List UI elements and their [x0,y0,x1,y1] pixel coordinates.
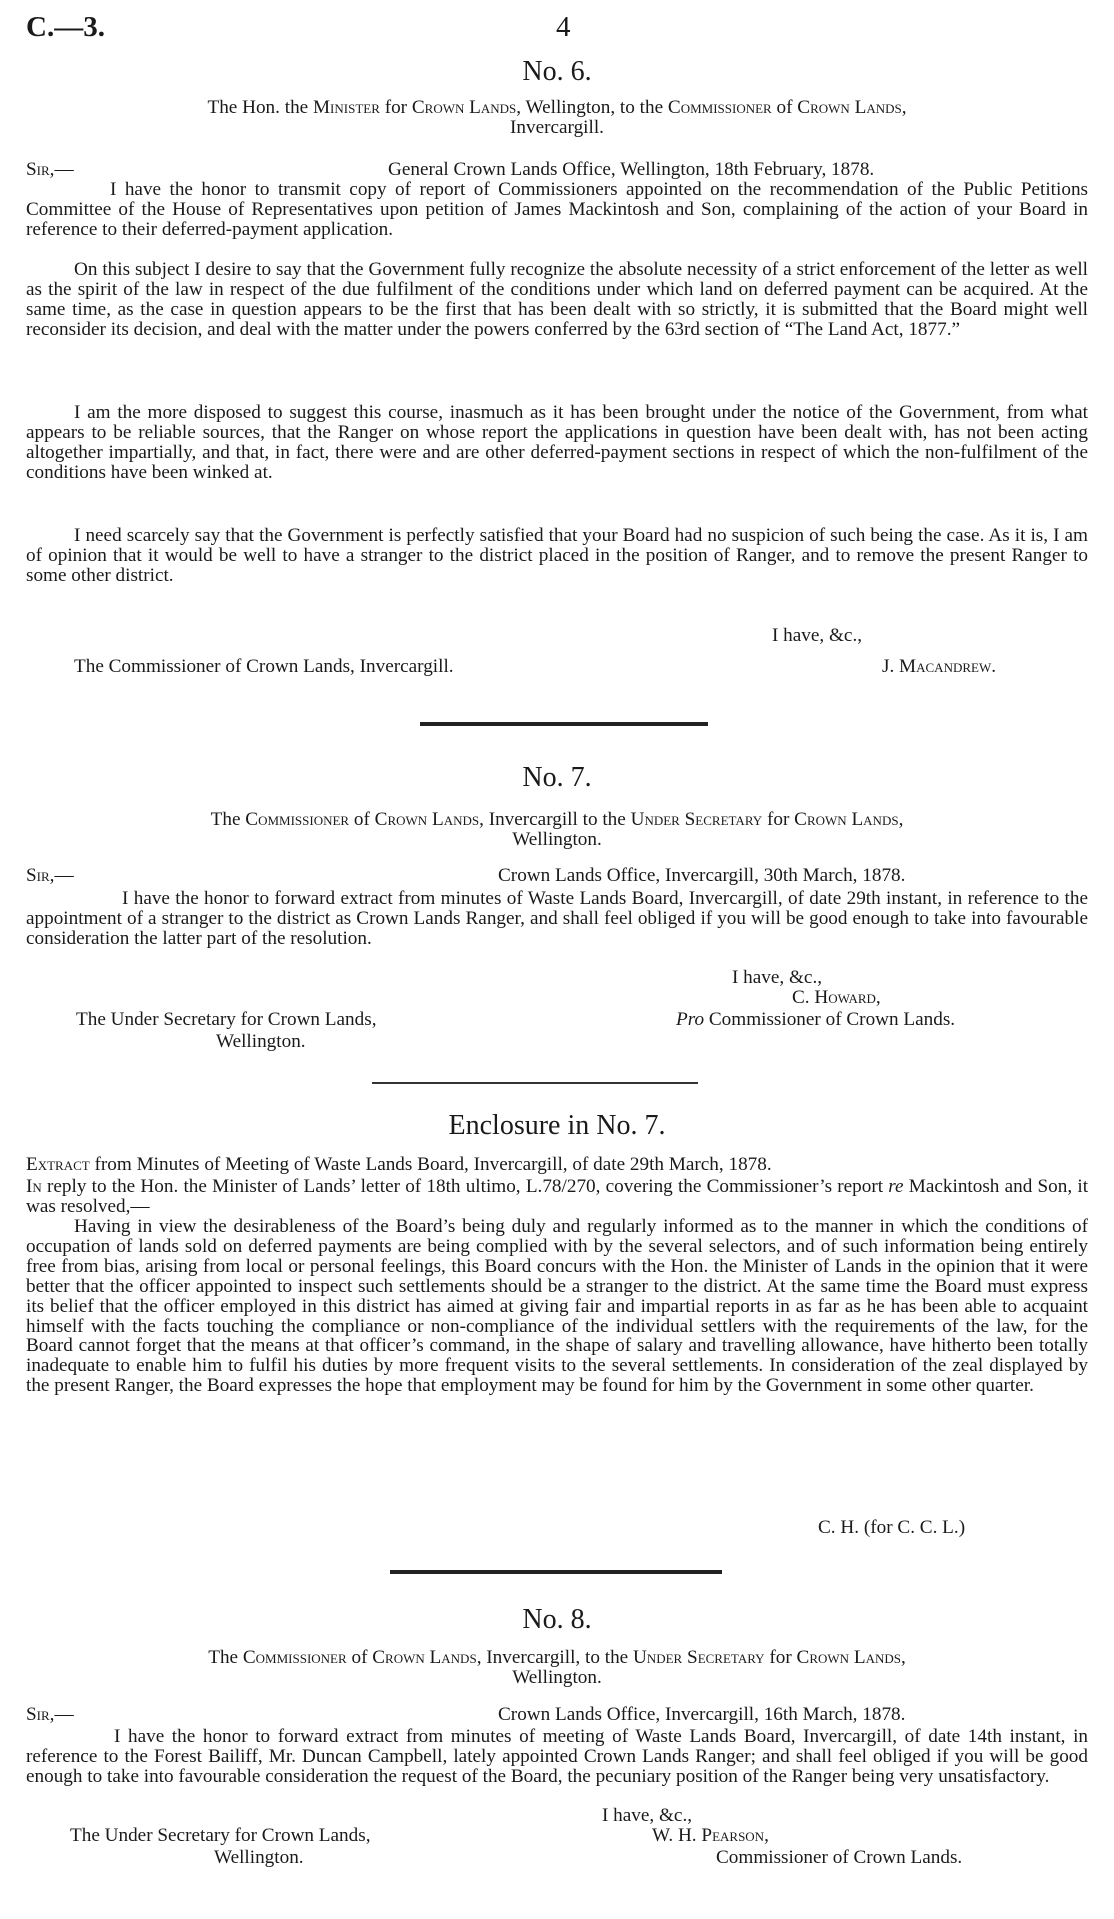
enclosure7-reply: In reply to the Hon. the Minister of Lands’ letter of 18th ultimo, L.78/270, covering the Commissioner’s report re Mackintosh and Son, it was resolved,— [26,1176,1089,1217]
no8-recipient-line-2: Wellington. [214,1847,304,1868]
no7-signature-title: Pro Commissioner of Crown Lands. [676,1009,956,1030]
no6-closing: I have, &c., [772,625,863,646]
no6-dateline: General Crown Lands Office, Wellington, 18th February, 1878. [388,159,875,180]
no8-recipient-line-1: The Under Secretary for Crown Lands, [70,1825,371,1846]
section-divider-thin [372,1082,698,1084]
no6-salutation: Sir,— [26,159,74,180]
no7-dateline: Crown Lands Office, Invercargill, 30th March, 1878. [498,865,906,886]
enclosure7-extract-line: Extract from Minutes of Meeting of Waste Lands Board, Invercargill, of date 29th March, 1878. [26,1154,772,1175]
no7-address: The Commissioner of Crown Lands, Invercargill to the Under Secretary for Crown Lands, Wellington. [210,809,904,850]
no7-salutation: Sir,— [26,865,74,886]
no8-address: The Commissioner of Crown Lands, Invercargill, to the Under Secretary for Crown Lands, Wellington. [208,1647,906,1688]
no7-paragraph-1: I have the honor to forward extract from minutes of Waste Lands Board, Invercargill, of date 29th instant, in reference to the appointment of a stranger to the district as Crown Lands Ranger, and shall feel obliged if you will be good enough to take into favourable consideration the latter part of the resolution. [26,888,1088,949]
no7-recipient-line-2: Wellington. [216,1031,306,1052]
no6-address: The Hon. the Minister for Crown Lands, Wellington, to the Commissioner of Crown Lands, Invercargill. [207,97,907,138]
document-reference: C.—3. [26,11,105,43]
no7-heading: No. 7. [522,762,592,793]
no8-paragraph-1: I have the honor to forward extract from minutes of meeting of Waste Lands Board, Invercargill, of date 14th instant, in reference to the Forest Bailiff, Mr. Duncan Campbell, lately appointed Crown Lands Ranger; and shall feel obliged if you will be good enough to take into favourable consideration the request of the Board, the pecuniary position of the Ranger being very unsatisfactory. [26,1726,1088,1787]
no7-recipient-line-1: The Under Secretary for Crown Lands, [76,1009,377,1030]
no8-dateline: Crown Lands Office, Invercargill, 16th March, 1878. [498,1704,906,1725]
no6-paragraph-4: I need scarcely say that the Government is perfectly satisfied that your Board had no suspicion of such being the case. As it is, I am of opinion that it would be well to have a stranger to the district placed in the position of Ranger, and to remove the present Ranger to some other district. [26,525,1088,586]
enclosure7-title: Enclosure in No. 7. [448,1110,666,1141]
no8-signature-title: Commissioner of Crown Lands. [716,1847,963,1868]
no8-signature: W. H. Pearson, [652,1825,769,1846]
enclosure7-resolution: Having in view the desirableness of the Board’s being duly and regularly informed as to the manner in which the conditions of occupation of lands sold on deferred payments are being complied with by the several selectors, and of such information being entirely free from bias, arising from local or personal feelings, this Board concurs with the Hon. the Minister of Lands in the opinion that it were better that the officer appointed to inspect such settlements should be a stranger to the district. At the same time the Board must express its belief that the officer employed in this district has aimed at giving fair and impartial reports in as far as he has been able to acquaint himself with the facts touching the compliance or non-compliance of the individual settlers with the requirements of the law, for the Board cannot forget that the means at that officer’s command, in the shape of salary and travelling allowance, have hitherto been totally inadequate to enable him to fulfil his duties by more frequent visits to the several settlements. In consideration of the zeal displayed by the present Ranger, the Board expresses the hope that employment may be found for him by the Government in some other quarter. [26,1216,1088,1397]
no6-signature: J. Macandrew. [882,656,997,677]
section-divider [390,1570,722,1574]
running-header [26,11,1088,58]
no8-salutation: Sir,— [26,1704,74,1725]
no6-paragraph-1: I have the honor to transmit copy of report of Commissioners appointed on the recommendation of the Public Petitions Committee of the House of Representatives upon petition of James Mackintosh and Son, complaining of the action of your Board in reference to their deferred-payment application. [26,179,1088,240]
page-number: 4 [556,11,571,43]
section-divider [420,722,708,726]
no8-closing: I have, &c., [602,1805,693,1826]
no7-closing: I have, &c., [732,967,823,988]
enclosure7-signature: C. H. (for C. C. L.) [818,1517,966,1538]
no6-paragraph-3: I am the more disposed to suggest this course, inasmuch as it has been brought under the notice of the Government, from what appears to be reliable sources, that the Ranger on whose report the applications in question have been dealt with, has not been acting altogether impartially, and that, in fact, there were and are other deferred-payment sections in respect of which the non-fulfilment of the conditions have been winked at. [26,402,1088,483]
no8-heading: No. 8. [522,1604,592,1635]
no6-paragraph-2: On this subject I desire to say that the Government fully recognize the absolute necessity of a strict enforcement of the letter as well as the spirit of the law in respect of the due fulfilment of the conditions under which land on deferred payment can be acquired. At the same time, as the case in question appears to be the first that has been dealt with so strictly, it is submitted that the Board might well reconsider its decision, and deal with the matter under the powers conferred by the 63rd section of “The Land Act, 1877.” [26,259,1088,340]
no6-heading: No. 6. [522,56,592,87]
no7-signature: C. Howard, [792,987,881,1008]
no6-recipient: The Commissioner of Crown Lands, Invercargill. [74,656,454,677]
